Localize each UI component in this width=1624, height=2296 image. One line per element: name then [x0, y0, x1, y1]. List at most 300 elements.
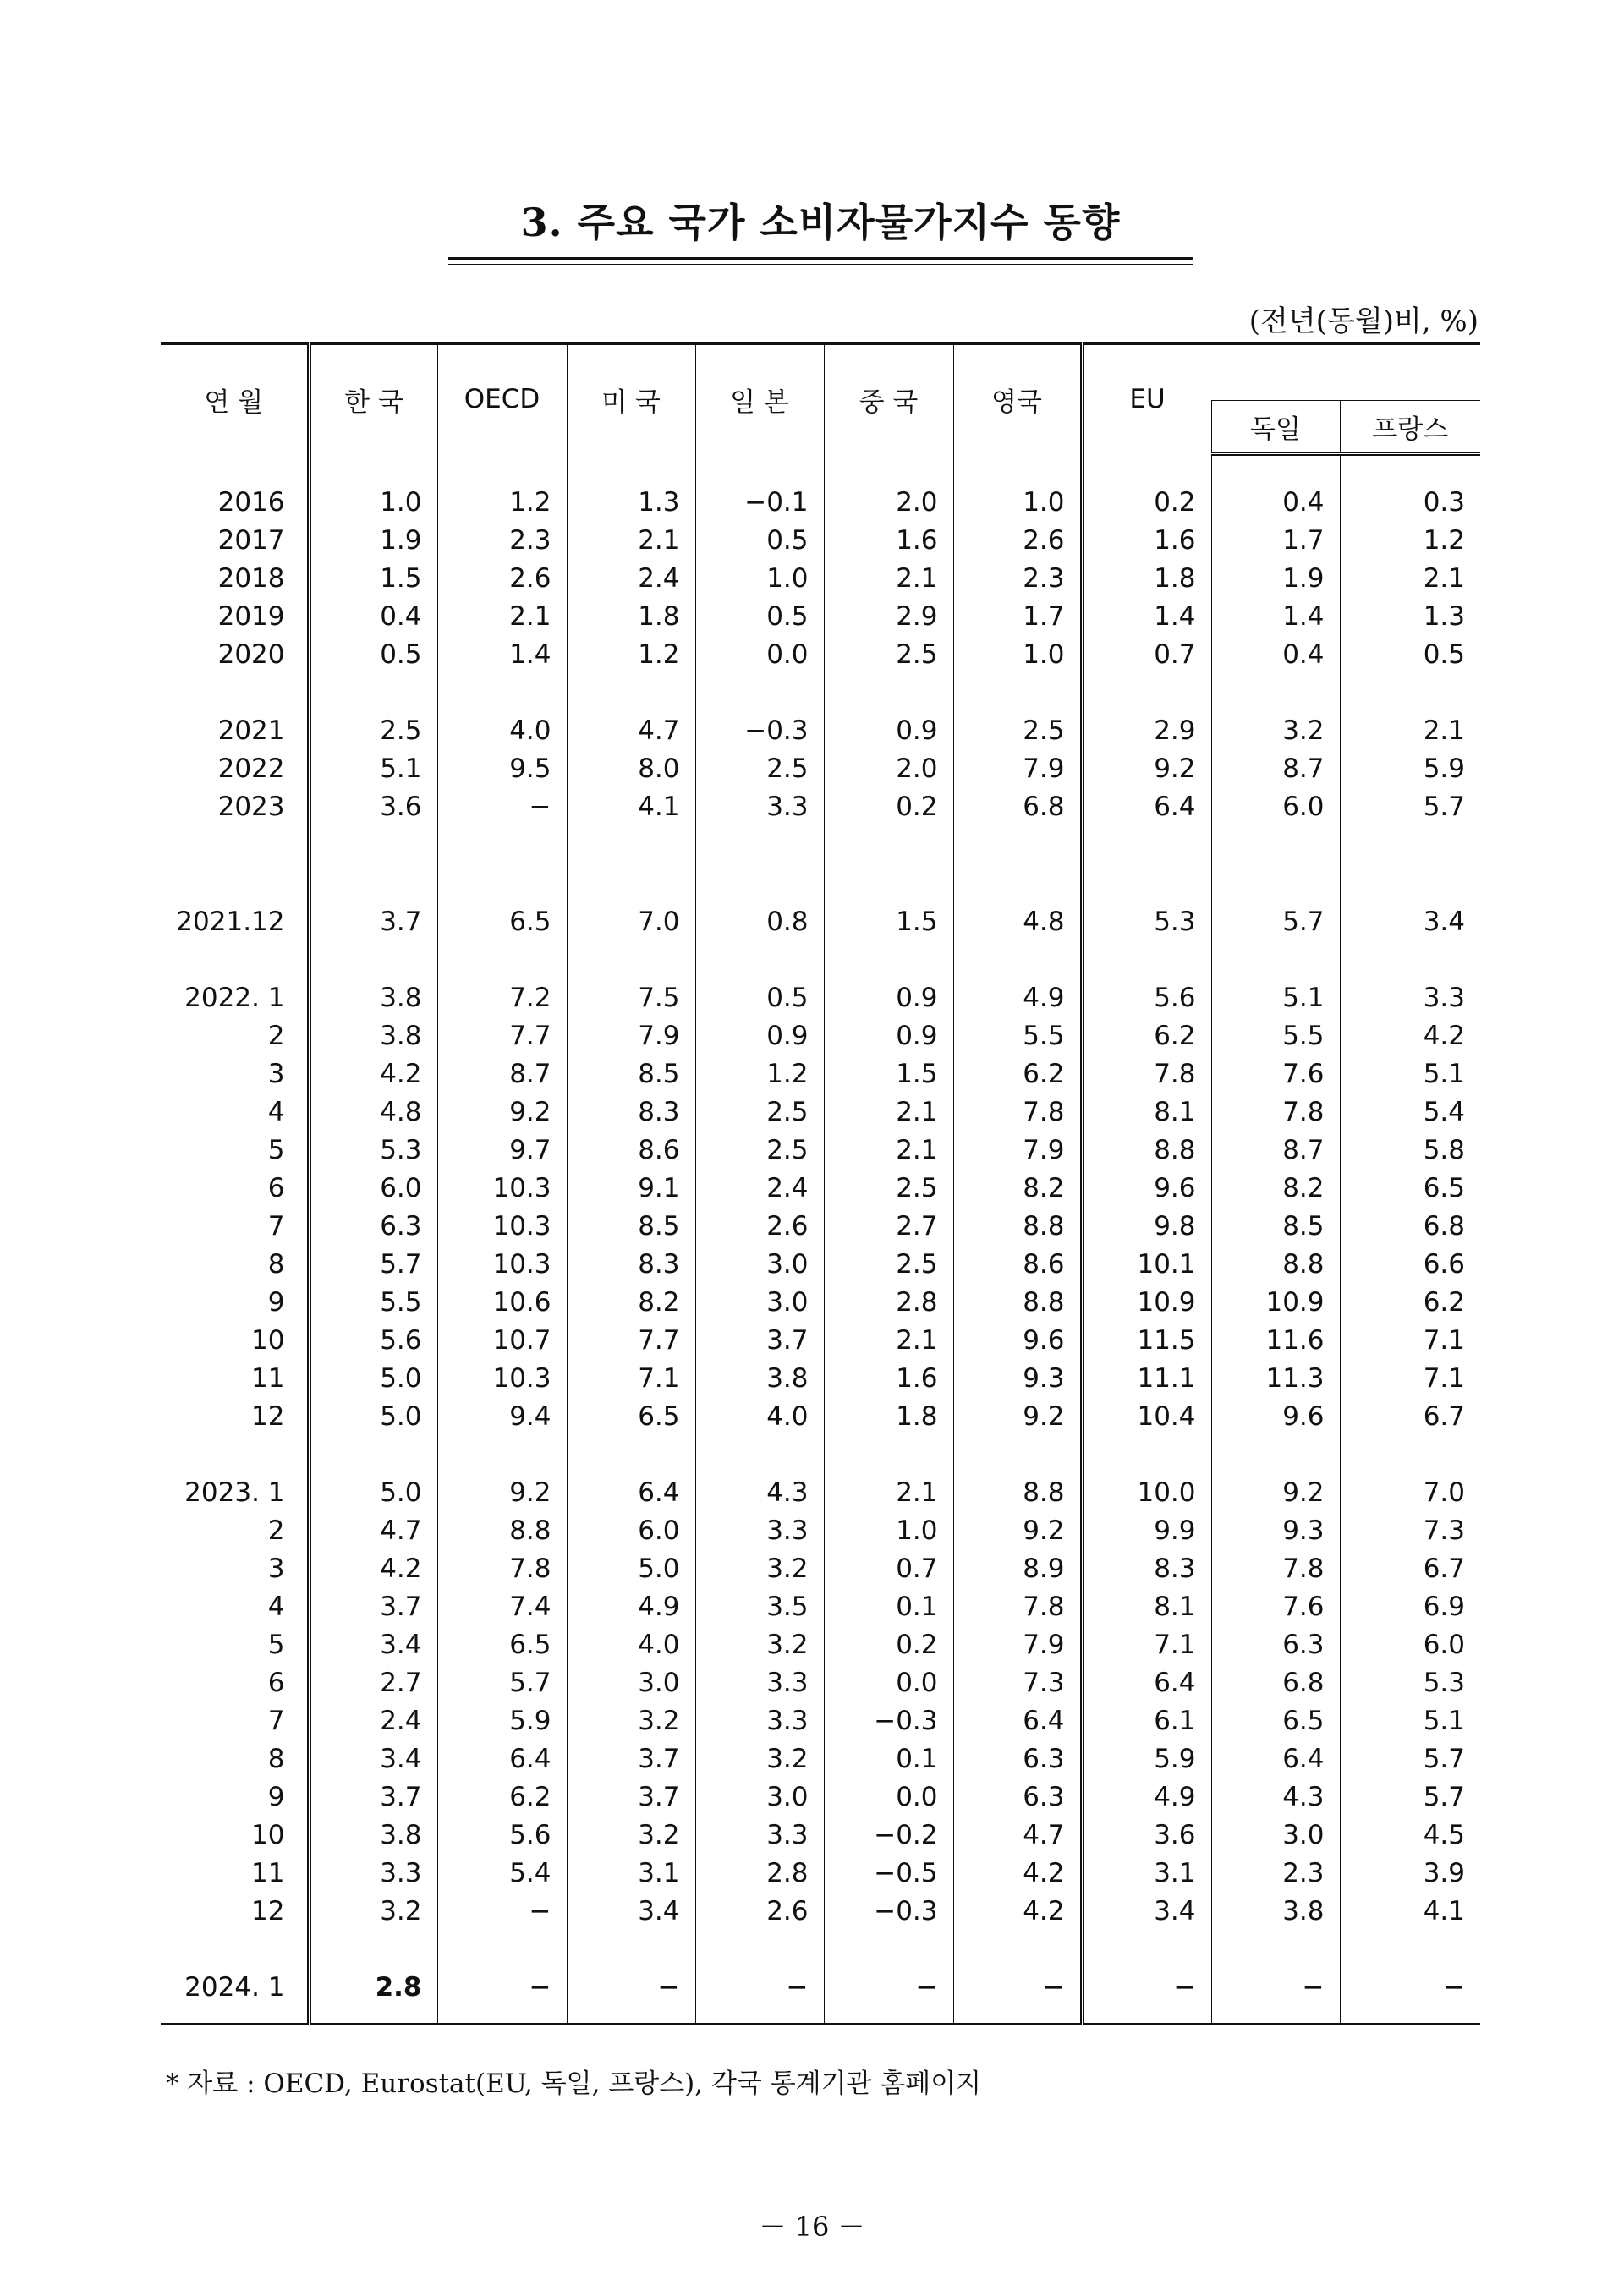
cell-korea: 3.7: [380, 1781, 422, 1812]
cell-china: 0.9: [824, 1016, 953, 1055]
cell-period: 2022: [161, 749, 309, 787]
header-korea: 한 국: [344, 386, 403, 418]
cell-uk: 6.4: [953, 1701, 1082, 1740]
cell-usa: 3.7: [567, 1778, 695, 1816]
cell-oecd: 7.8: [437, 1549, 567, 1587]
cell-china: 1.0: [824, 1511, 953, 1549]
cell-japan: 2.5: [695, 1131, 824, 1169]
cell-korea: 5.6: [380, 1324, 422, 1356]
cell-usa: −: [567, 1968, 695, 2006]
cell-germany: 11.3: [1211, 1359, 1340, 1397]
spacer-cell: [309, 673, 437, 711]
cell-korea: 5.3: [380, 1134, 422, 1165]
cell-korea: 0.4: [380, 600, 422, 632]
cell-france: 7.1: [1340, 1359, 1480, 1397]
cell-uk: 9.6: [953, 1321, 1082, 1359]
cell-france: 6.9: [1340, 1587, 1480, 1625]
cell-korea: 3.6: [380, 791, 422, 822]
cell-usa: 6.4: [567, 1473, 695, 1511]
cell-oecd: 7.2: [437, 978, 567, 1016]
cell-eu: 10.1: [1082, 1245, 1211, 1283]
cell-france: 4.2: [1340, 1016, 1480, 1055]
cell-germany: 9.3: [1211, 1511, 1340, 1549]
cell-korea: 5.7: [380, 1248, 422, 1280]
cell-japan: 2.5: [695, 749, 824, 787]
cell-japan: 0.5: [695, 521, 824, 559]
cell-japan: 2.6: [695, 1892, 824, 1930]
spacer-cell: [953, 2006, 1082, 2025]
spacer-cell: [1082, 673, 1211, 711]
cell-japan: 2.6: [695, 1207, 824, 1245]
cell-period: 9: [161, 1283, 309, 1321]
cell-oecd: 1.4: [437, 635, 567, 673]
cell-germany: 3.8: [1211, 1892, 1340, 1930]
cell-china: 2.0: [824, 749, 953, 787]
cell-usa: 7.0: [567, 902, 695, 940]
cell-korea: 5.5: [380, 1286, 422, 1318]
cell-korea: 5.1: [380, 753, 422, 784]
cell-france: 7.0: [1340, 1473, 1480, 1511]
table-row: [161, 1968, 1480, 2006]
header-japan: 일 본: [695, 344, 824, 454]
spacer-cell: [309, 940, 437, 978]
table-row: [161, 1473, 1480, 1511]
cell-germany: 10.9: [1211, 1283, 1340, 1321]
cell-period: 2023. 1: [161, 1473, 309, 1511]
cell-period: 7: [161, 1207, 309, 1245]
cell-china: 0.9: [824, 978, 953, 1016]
cell-uk: 5.5: [953, 1016, 1082, 1055]
spacer-row: [161, 2006, 1480, 2025]
cell-usa: 2.4: [567, 559, 695, 597]
cell-oecd: 6.2: [437, 1778, 567, 1816]
cell-oecd: 5.7: [437, 1663, 567, 1701]
cell-period: 12: [161, 1892, 309, 1930]
cell-eu: 5.9: [1082, 1740, 1211, 1778]
cell-france: 5.1: [1340, 1055, 1480, 1093]
cell-france: 6.8: [1340, 1207, 1480, 1245]
cell-period: 2017: [161, 521, 309, 559]
cell-germany: 6.4: [1211, 1740, 1340, 1778]
cell-uk: 8.2: [953, 1169, 1082, 1207]
cell-korea: 3.8: [380, 982, 422, 1013]
cell-japan: 3.2: [695, 1549, 824, 1587]
spacer-cell: [695, 673, 824, 711]
cell-france: 5.7: [1340, 787, 1480, 825]
table-row: [161, 749, 1480, 787]
cell-japan: 4.3: [695, 1473, 824, 1511]
cell-japan: 4.0: [695, 1397, 824, 1435]
cell-china: −0.3: [824, 1892, 953, 1930]
cell-usa: 6.5: [567, 1397, 695, 1435]
cell-period: 2016: [161, 483, 309, 521]
cell-germany: 8.7: [1211, 749, 1340, 787]
cell-uk: 8.6: [953, 1245, 1082, 1283]
table-row: [161, 978, 1480, 1016]
header-usa: 미 국: [567, 344, 695, 454]
cell-uk: 8.8: [953, 1207, 1082, 1245]
cell-china: 2.9: [824, 597, 953, 635]
cell-japan: 3.3: [695, 787, 824, 825]
spacer-cell: [567, 940, 695, 978]
cell-germany: 0.4: [1211, 635, 1340, 673]
table-row: [161, 1397, 1480, 1435]
cell-france: 2.1: [1340, 559, 1480, 597]
cell-germany: 8.8: [1211, 1245, 1340, 1283]
cell-eu: 0.7: [1082, 635, 1211, 673]
cell-usa: 7.9: [567, 1016, 695, 1055]
cell-china: 1.6: [824, 1359, 953, 1397]
cell-uk: 1.0: [953, 483, 1082, 521]
cell-china: 2.8: [824, 1283, 953, 1321]
cell-eu: −: [1082, 1968, 1211, 2006]
cell-germany: 3.2: [1211, 711, 1340, 749]
cell-germany: 4.3: [1211, 1778, 1340, 1816]
spacer-cell: [1082, 825, 1211, 902]
spacer-cell: [953, 454, 1082, 484]
cell-japan: 3.2: [695, 1740, 824, 1778]
cell-germany: 8.5: [1211, 1207, 1340, 1245]
cell-oecd: 7.7: [437, 1016, 567, 1055]
spacer-cell: [824, 940, 953, 978]
header-eu: EU: [1082, 344, 1211, 454]
spacer-row: [161, 673, 1480, 711]
cell-germany: 7.8: [1211, 1549, 1340, 1587]
cell-uk: 6.3: [953, 1740, 1082, 1778]
cell-korea: 5.0: [380, 1400, 422, 1432]
cell-korea: 3.7: [380, 906, 422, 937]
cell-eu: 8.1: [1082, 1587, 1211, 1625]
cell-uk: 8.8: [953, 1473, 1082, 1511]
spacer-cell: [437, 940, 567, 978]
cell-france: 5.8: [1340, 1131, 1480, 1169]
cell-japan: 0.5: [695, 597, 824, 635]
cell-usa: 3.2: [567, 1816, 695, 1854]
cell-period: 2: [161, 1016, 309, 1055]
cell-germany: 7.6: [1211, 1587, 1340, 1625]
table-row: [161, 559, 1480, 597]
cell-uk: 2.5: [953, 711, 1082, 749]
cell-usa: 7.5: [567, 978, 695, 1016]
cell-china: 0.9: [824, 711, 953, 749]
spacer-cell: [1340, 673, 1480, 711]
spacer-cell: [161, 825, 309, 902]
cell-eu: 6.4: [1082, 787, 1211, 825]
cell-period: 8: [161, 1245, 309, 1283]
table-row: [161, 1245, 1480, 1283]
cell-japan: 0.8: [695, 902, 824, 940]
cell-germany: 9.2: [1211, 1473, 1340, 1511]
spacer-cell: [437, 2006, 567, 2025]
cell-oecd: 8.8: [437, 1511, 567, 1549]
spacer-cell: [1211, 940, 1340, 978]
table-row: [161, 1587, 1480, 1625]
cell-oecd: 10.7: [437, 1321, 567, 1359]
spacer-cell: [1211, 673, 1340, 711]
cell-oecd: 10.3: [437, 1207, 567, 1245]
cell-korea: 3.2: [380, 1895, 422, 1926]
cell-oecd: 5.4: [437, 1854, 567, 1892]
cell-oecd: 10.6: [437, 1283, 567, 1321]
cell-period: 6: [161, 1169, 309, 1207]
cell-china: 0.1: [824, 1587, 953, 1625]
spacer-cell: [161, 940, 309, 978]
cell-france: 4.1: [1340, 1892, 1480, 1930]
cell-japan: 3.7: [695, 1321, 824, 1359]
cell-korea: 0.5: [380, 638, 422, 670]
cell-period: 5: [161, 1131, 309, 1169]
cell-china: 0.1: [824, 1740, 953, 1778]
cell-eu: 6.1: [1082, 1701, 1211, 1740]
cell-period: 2023: [161, 787, 309, 825]
header-eu-members-spacer: [1211, 344, 1480, 401]
cell-china: 1.5: [824, 902, 953, 940]
cell-korea: 6.0: [380, 1172, 422, 1203]
spacer-cell: [1211, 825, 1340, 902]
cell-usa: 7.1: [567, 1359, 695, 1397]
cell-germany: 7.8: [1211, 1093, 1340, 1131]
cell-japan: 3.5: [695, 1587, 824, 1625]
cell-period: 4: [161, 1587, 309, 1625]
spacer-cell: [1340, 1930, 1480, 1968]
cell-japan: 3.3: [695, 1701, 824, 1740]
spacer-cell: [1211, 1435, 1340, 1473]
table-row: [161, 1169, 1480, 1207]
cell-france: 5.9: [1340, 749, 1480, 787]
table-row: [161, 1778, 1480, 1816]
cell-france: −: [1340, 1968, 1480, 2006]
cell-france: 5.7: [1340, 1778, 1480, 1816]
spacer-row: [161, 940, 1480, 978]
spacer-row: [161, 1435, 1480, 1473]
cell-uk: 1.7: [953, 597, 1082, 635]
cell-oecd: 9.5: [437, 749, 567, 787]
table-row: [161, 635, 1480, 673]
spacer-cell: [1340, 2006, 1480, 2025]
cell-oecd: 5.6: [437, 1816, 567, 1854]
cell-china: 0.7: [824, 1549, 953, 1587]
cell-uk: 4.8: [953, 902, 1082, 940]
spacer-cell: [567, 673, 695, 711]
spacer-row: [161, 1930, 1480, 1968]
cell-china: 2.1: [824, 559, 953, 597]
spacer-cell: [953, 1435, 1082, 1473]
cell-germany: −: [1211, 1968, 1340, 2006]
cell-france: 6.6: [1340, 1245, 1480, 1283]
cell-korea: 5.0: [380, 1362, 422, 1394]
spacer-cell: [309, 2006, 437, 2025]
cell-eu: 9.6: [1082, 1169, 1211, 1207]
spacer-cell: [567, 825, 695, 902]
cell-eu: 4.9: [1082, 1778, 1211, 1816]
cell-oecd: 7.4: [437, 1587, 567, 1625]
cell-eu: 7.8: [1082, 1055, 1211, 1093]
cell-france: 0.5: [1340, 635, 1480, 673]
cell-period: 3: [161, 1055, 309, 1093]
cell-eu: 0.2: [1082, 483, 1211, 521]
cell-japan: −0.3: [695, 711, 824, 749]
cell-oecd: 10.3: [437, 1359, 567, 1397]
cell-oecd: 1.2: [437, 483, 567, 521]
cell-japan: 0.9: [695, 1016, 824, 1055]
cell-period: 2020: [161, 635, 309, 673]
page-number: － 16 －: [759, 2211, 865, 2243]
cell-korea: 4.7: [380, 1515, 422, 1546]
cell-china: 0.0: [824, 1778, 953, 1816]
spacer-cell: [567, 1930, 695, 1968]
header-uk: 영국: [953, 344, 1082, 454]
cell-france: 0.3: [1340, 483, 1480, 521]
cell-china: 2.5: [824, 1245, 953, 1283]
cell-france: 5.1: [1340, 1701, 1480, 1740]
cell-korea: 2.5: [380, 715, 422, 746]
cell-usa: 4.7: [567, 711, 695, 749]
cell-uk: 7.9: [953, 1131, 1082, 1169]
table-row: [161, 902, 1480, 940]
cell-korea: 3.8: [380, 1020, 422, 1051]
cell-usa: 3.0: [567, 1663, 695, 1701]
cell-eu: 5.6: [1082, 978, 1211, 1016]
cell-china: 1.5: [824, 1055, 953, 1093]
table-row: [161, 1549, 1480, 1587]
cell-korea: 1.9: [380, 524, 422, 556]
cell-eu: 1.6: [1082, 521, 1211, 559]
spacer-cell: [309, 1435, 437, 1473]
title-underline: [448, 257, 1193, 265]
cell-germany: 6.3: [1211, 1625, 1340, 1663]
cell-period: 5: [161, 1625, 309, 1663]
cell-japan: 3.3: [695, 1511, 824, 1549]
cell-eu: 3.1: [1082, 1854, 1211, 1892]
cell-oecd: 8.7: [437, 1055, 567, 1093]
cell-eu: 11.5: [1082, 1321, 1211, 1359]
cell-period: 10: [161, 1816, 309, 1854]
cell-korea: 2.4: [380, 1705, 422, 1736]
spacer-cell: [437, 673, 567, 711]
cell-germany: 6.8: [1211, 1663, 1340, 1701]
cell-japan: 3.0: [695, 1283, 824, 1321]
cell-oecd: 10.3: [437, 1169, 567, 1207]
cell-china: 2.1: [824, 1473, 953, 1511]
table-row: [161, 1740, 1480, 1778]
cell-oecd: 6.5: [437, 1625, 567, 1663]
cell-period: 2: [161, 1511, 309, 1549]
cell-france: 3.9: [1340, 1854, 1480, 1892]
cell-uk: −: [953, 1968, 1082, 2006]
table-row: [161, 1016, 1480, 1055]
spacer-cell: [1082, 454, 1211, 484]
spacer-cell: [1340, 825, 1480, 902]
spacer-cell: [161, 2006, 309, 2025]
cell-usa: 8.2: [567, 1283, 695, 1321]
cell-usa: 2.1: [567, 521, 695, 559]
cell-period: 3: [161, 1549, 309, 1587]
cell-uk: 9.2: [953, 1397, 1082, 1435]
title-block: [448, 196, 1193, 265]
cell-uk: 9.2: [953, 1511, 1082, 1549]
cell-france: 6.2: [1340, 1283, 1480, 1321]
cell-japan: −: [695, 1968, 824, 2006]
table-row: [161, 1131, 1480, 1169]
cell-germany: 7.6: [1211, 1055, 1340, 1093]
cell-france: 1.2: [1340, 521, 1480, 559]
cell-germany: 11.6: [1211, 1321, 1340, 1359]
cell-oecd: −: [437, 1968, 567, 2006]
cell-usa: 8.3: [567, 1245, 695, 1283]
table-row: [161, 483, 1480, 521]
cell-germany: 0.4: [1211, 483, 1340, 521]
cell-korea: 3.4: [380, 1629, 422, 1660]
spacer-cell: [1082, 2006, 1211, 2025]
spacer-cell: [437, 1930, 567, 1968]
cell-usa: 3.7: [567, 1740, 695, 1778]
cell-japan: 0.0: [695, 635, 824, 673]
cell-germany: 5.1: [1211, 978, 1340, 1016]
table-row: [161, 521, 1480, 559]
cell-eu: 10.0: [1082, 1473, 1211, 1511]
cell-china: 2.1: [824, 1131, 953, 1169]
cell-japan: 3.3: [695, 1816, 824, 1854]
cell-japan: 1.0: [695, 559, 824, 597]
table-row: [161, 1625, 1480, 1663]
cell-japan: 3.0: [695, 1778, 824, 1816]
cell-usa: 3.2: [567, 1701, 695, 1740]
cell-china: 0.2: [824, 1625, 953, 1663]
cell-period: 2024. 1: [161, 1968, 309, 2006]
header-oecd: OECD: [437, 344, 567, 454]
cell-korea: 4.8: [380, 1096, 422, 1127]
cell-eu: 3.4: [1082, 1892, 1211, 1930]
table-row: [161, 1093, 1480, 1131]
cell-oecd: 4.0: [437, 711, 567, 749]
spacer-row: [161, 454, 1480, 484]
cell-china: 2.7: [824, 1207, 953, 1245]
cell-france: 4.5: [1340, 1816, 1480, 1854]
cell-period: 2021.12: [161, 902, 309, 940]
cell-eu: 10.9: [1082, 1283, 1211, 1321]
cell-usa: 3.4: [567, 1892, 695, 1930]
cell-germany: 3.0: [1211, 1816, 1340, 1854]
cell-eu: 9.2: [1082, 749, 1211, 787]
cell-uk: 7.8: [953, 1093, 1082, 1131]
cell-japan: 3.2: [695, 1625, 824, 1663]
cell-eu: 6.2: [1082, 1016, 1211, 1055]
cell-japan: 3.0: [695, 1245, 824, 1283]
cell-usa: 3.1: [567, 1854, 695, 1892]
page-title: 3. 주요 국가 소비자물가지수 동향: [520, 200, 1121, 245]
cell-germany: 6.0: [1211, 787, 1340, 825]
cell-korea: 3.8: [380, 1819, 422, 1850]
spacer-cell: [953, 825, 1082, 902]
table-row: [161, 1055, 1480, 1093]
spacer-cell: [567, 454, 695, 484]
table-row: [161, 1359, 1480, 1397]
cell-china: 2.5: [824, 635, 953, 673]
cell-oecd: 9.4: [437, 1397, 567, 1435]
spacer-cell: [161, 673, 309, 711]
cell-japan: 3.8: [695, 1359, 824, 1397]
spacer-cell: [437, 1435, 567, 1473]
cell-eu: 1.4: [1082, 597, 1211, 635]
cell-eu: 8.1: [1082, 1093, 1211, 1131]
cell-eu: 7.1: [1082, 1625, 1211, 1663]
cell-china: −0.2: [824, 1816, 953, 1854]
cell-korea: 3.7: [380, 1591, 422, 1622]
cell-period: 8: [161, 1740, 309, 1778]
cell-japan: 1.2: [695, 1055, 824, 1093]
cell-eu: 2.9: [1082, 711, 1211, 749]
cell-period: 9: [161, 1778, 309, 1816]
